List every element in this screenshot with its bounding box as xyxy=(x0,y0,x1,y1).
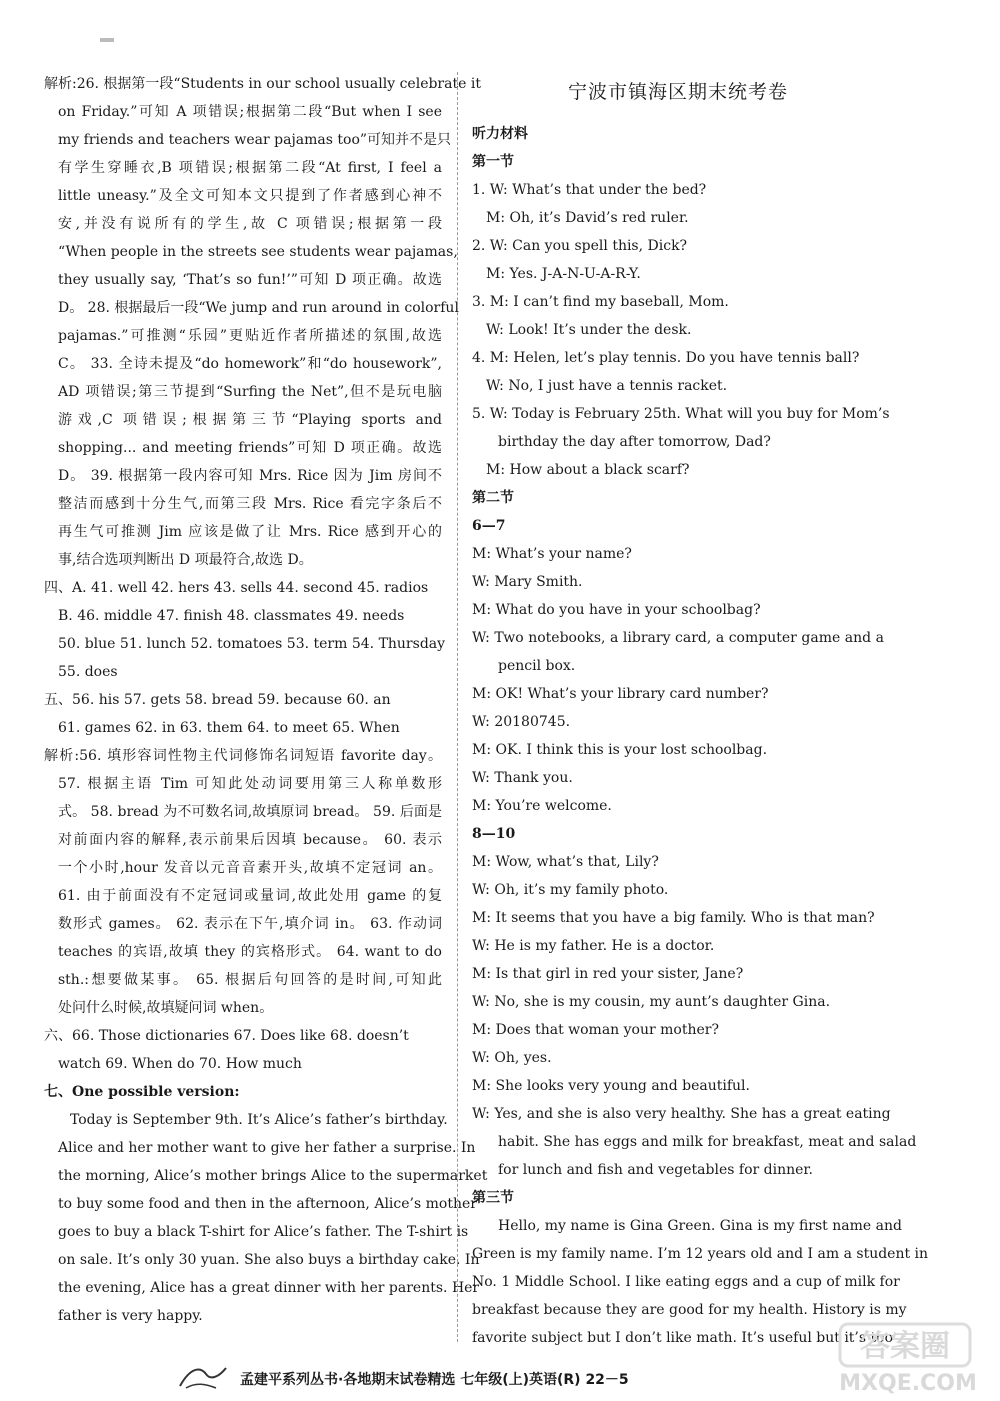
left-line: 解析:56. 填形容词性物主代词修饰名词短语 favorite day。 xyxy=(44,748,442,764)
left-line: 再生气可推测 Jim 应该是做了让 Mrs. Rice 感到开心的 xyxy=(58,524,442,540)
right-line: M: How about a black scarf? xyxy=(486,462,690,478)
right-line: M: Wow, what’s that, Lily? xyxy=(472,854,659,870)
watermark-logo xyxy=(822,1318,992,1398)
right-line: W: He is my father. He is a doctor. xyxy=(472,938,715,954)
left-line: D。 28. 根据最后一段“We jump and run around in colorful xyxy=(58,300,459,316)
left-line: the evening, Alice has a great dinner with her parents. Her xyxy=(58,1280,480,1296)
right-line: Hello, my name is Gina Green. Gina is my first name and xyxy=(498,1218,902,1234)
right-line: M: She looks very young and beautiful. xyxy=(472,1078,750,1094)
left-line: “When people in the streets see students wear pajamas, xyxy=(58,244,458,260)
right-line: 听力材料 xyxy=(472,126,528,142)
left-line: my friends and teachers wear pajamas too”可知并不是只 xyxy=(58,132,452,148)
left-line: they usually say, ‘That’s so fun!’”可知 D 项正确。故选 xyxy=(58,272,442,288)
left-line: 57. 根据主语 Tim 可知此处动词要用第三人称单数形 xyxy=(58,776,442,792)
right-line: 1. W: What’s that under the bed? xyxy=(472,182,707,198)
right-line: 8—10 xyxy=(472,826,516,842)
left-column xyxy=(44,70,488,1330)
left-line: shopping... and meeting friends”可知 D 项正确。故选 xyxy=(58,440,442,456)
left-line: D。 39. 根据第一段内容可知 Mrs. Rice 因为 Jim 房间不 xyxy=(58,468,442,484)
right-line: birthday the day after tomorrow, Dad? xyxy=(498,434,771,450)
left-line: 有学生穿睡衣,B 项错误;根据第二段“At first, I feel a xyxy=(58,160,442,176)
right-line: M: It seems that you have a big family. Who is that man? xyxy=(472,910,875,926)
footer-text: 孟建平系列丛书·各地期末试卷精选 七年级(上)英语(R) 22－5 xyxy=(240,1372,629,1388)
left-line: 55. does xyxy=(58,664,118,680)
left-line: 七、One possible version: xyxy=(44,1084,240,1100)
left-line: Alice and her mother want to give her father a surprise. In xyxy=(58,1140,476,1156)
left-line: 处问什么时候,故填疑问词 when。 xyxy=(58,1000,274,1016)
left-line: 50. blue 51. lunch 52. tomatoes 53. term 54. Thursday xyxy=(58,636,446,652)
left-line: goes to buy a black T-shirt for Alice’s father. The T-shirt is xyxy=(58,1224,469,1240)
right-line: M: Oh, it’s David’s red ruler. xyxy=(486,210,689,226)
left-line: sth.:想要做某事。 65. 根据后句回答的是时间,可知此 xyxy=(58,972,442,988)
left-line: 对前面内容的解释,表示前果后因填 because。 60. 表示 xyxy=(58,832,442,848)
right-line: 4. M: Helen, let’s play tennis. Do you have tennis ball? xyxy=(472,350,860,366)
top-mark xyxy=(100,38,114,42)
left-line: 61. 由于前面没有不定冠词或量词,故此处用 game 的复 xyxy=(58,888,442,904)
left-line: to buy some food and then in the afternoon, Alice’s mother xyxy=(58,1196,477,1212)
left-line: Today is September 9th. It’s Alice’s father’s birthday. xyxy=(70,1112,448,1128)
right-line: habit. She has eggs and milk for breakfast, meat and salad xyxy=(498,1134,917,1150)
right-line: 6—7 xyxy=(472,518,506,534)
right-line: M: You’re welcome. xyxy=(472,798,612,814)
left-line: the morning, Alice’s mother brings Alice to the supermarket xyxy=(58,1168,488,1184)
left-line: 四、A. 41. well 42. hers 43. sells 44. second 45. radios xyxy=(44,580,429,596)
right-line: 3. M: I can’t find my baseball, Mom. xyxy=(472,294,729,310)
svg-text:MXQE.COM: MXQE.COM xyxy=(839,1371,977,1396)
left-line: father is very happy. xyxy=(58,1308,203,1324)
column-divider xyxy=(457,72,458,1342)
left-line: 61. games 62. in 63. them 64. to meet 65. When xyxy=(58,720,400,736)
left-line: 五、56. his 57. gets 58. bread 59. because 60. an xyxy=(44,692,391,708)
left-line: 安,并没有说所有的学生,故 C 项错误;根据第一段 xyxy=(58,216,442,232)
left-line: 事,结合选项判断出 D 项最符合,故选 D。 xyxy=(58,552,313,568)
right-line: W: Two notebooks, a library card, a computer game and a xyxy=(472,630,884,646)
right-line: W: Thank you. xyxy=(472,770,573,786)
right-line: 第三节 xyxy=(472,1190,514,1206)
right-line: M: What do you have in your schoolbag? xyxy=(472,602,761,618)
page-footer xyxy=(150,1368,850,1392)
right-line: W: Look! It’s under the desk. xyxy=(486,322,692,338)
right-line: 第二节 xyxy=(472,490,514,506)
right-line: W: 20180745. xyxy=(472,714,571,730)
right-line: pencil box. xyxy=(498,658,576,674)
right-line: No. 1 Middle School. I like eating eggs and a cup of milk for xyxy=(472,1274,900,1290)
right-line: W: Mary Smith. xyxy=(472,574,583,590)
left-line: 一个小时,hour 发音以元音音素开头,故填不定冠词 an。 xyxy=(58,860,442,876)
right-line: 2. W: Can you spell this, Dick? xyxy=(472,238,688,254)
right-line: favorite subject but I don’t like math. It’s useful but it’s too xyxy=(472,1330,893,1346)
right-line: W: Oh, yes. xyxy=(472,1050,552,1066)
left-line: AD 项错误;第三节提到“Surfing the Net”,但不是玩电脑 xyxy=(58,384,442,400)
left-line: 整洁而感到十分生气,而第三段 Mrs. Rice 看完字条后不 xyxy=(58,496,442,512)
right-line: M: Does that woman your mother? xyxy=(472,1022,719,1038)
right-line: Green is my family name. I’m 12 years old and I am a student in xyxy=(472,1246,929,1262)
left-line: 游戏,C 项错误;根据第三节“Playing sports and xyxy=(58,412,442,428)
left-line: teaches 的宾语,故填 they 的宾格形式。 64. want to do xyxy=(58,944,442,960)
left-line: pajamas.”可推测“乐园”更贴近作者所描述的氛围,故选 xyxy=(58,328,442,344)
left-line: 数形式 games。 62. 表示在下午,填介词 in。 63. 作动词 xyxy=(58,916,442,932)
left-line: 解析:26. 根据第一段“Students in our school usually celebrate it xyxy=(44,76,481,92)
left-line: on Friday.”可知 A 项错误;根据第二段“But when I see xyxy=(58,104,442,120)
right-line: W: Yes, and she is also very healthy. She has a great eating xyxy=(472,1106,891,1122)
right-line: for lunch and fish and vegetables for dinner. xyxy=(498,1162,813,1178)
left-line: B. 46. middle 47. finish 48. classmates 49. needs xyxy=(58,608,405,624)
left-line: watch 69. When do 70. How much xyxy=(58,1056,302,1072)
right-line: 第一节 xyxy=(472,154,514,170)
left-line: little uneasy.”及全文可知本文只提到了作者感到心神不 xyxy=(58,188,442,204)
svg-text:答案圈: 答案圈 xyxy=(860,1329,950,1364)
left-line: C。 33. 全诗未提及“do homework”和“do housework”, xyxy=(58,356,442,372)
right-line: M: What’s your name? xyxy=(472,546,632,562)
right-line: W: No, she is my cousin, my aunt’s daughter Gina. xyxy=(472,994,831,1010)
right-line: 5. W: Today is February 25th. What will you buy for Mom’s xyxy=(472,406,890,422)
right-line: W: No, I just have a tennis racket. xyxy=(486,378,728,394)
left-line: 式。 58. bread 为不可数名词,故填原词 bread。 59. 后面是 xyxy=(58,804,442,820)
right-line: M: Is that girl in red your sister, Jane? xyxy=(472,966,744,982)
right-line: W: Oh, it’s my family photo. xyxy=(472,882,669,898)
left-line: on sale. It’s only 30 yuan. She also buys a birthday cake. In xyxy=(58,1252,480,1268)
right-line: M: OK! What’s your library card number? xyxy=(472,686,769,702)
right-line: breakfast because they are good for my health. History is my xyxy=(472,1302,907,1318)
right-line: M: Yes. J-A-N-U-A-R-Y. xyxy=(486,266,641,282)
left-line: 六、66. Those dictionaries 67. Does like 68. doesn’t xyxy=(44,1028,409,1044)
right-line: M: OK. I think this is your lost schoolbag. xyxy=(472,742,768,758)
section-title: 宁波市镇海区期末统考卷 xyxy=(567,81,788,103)
